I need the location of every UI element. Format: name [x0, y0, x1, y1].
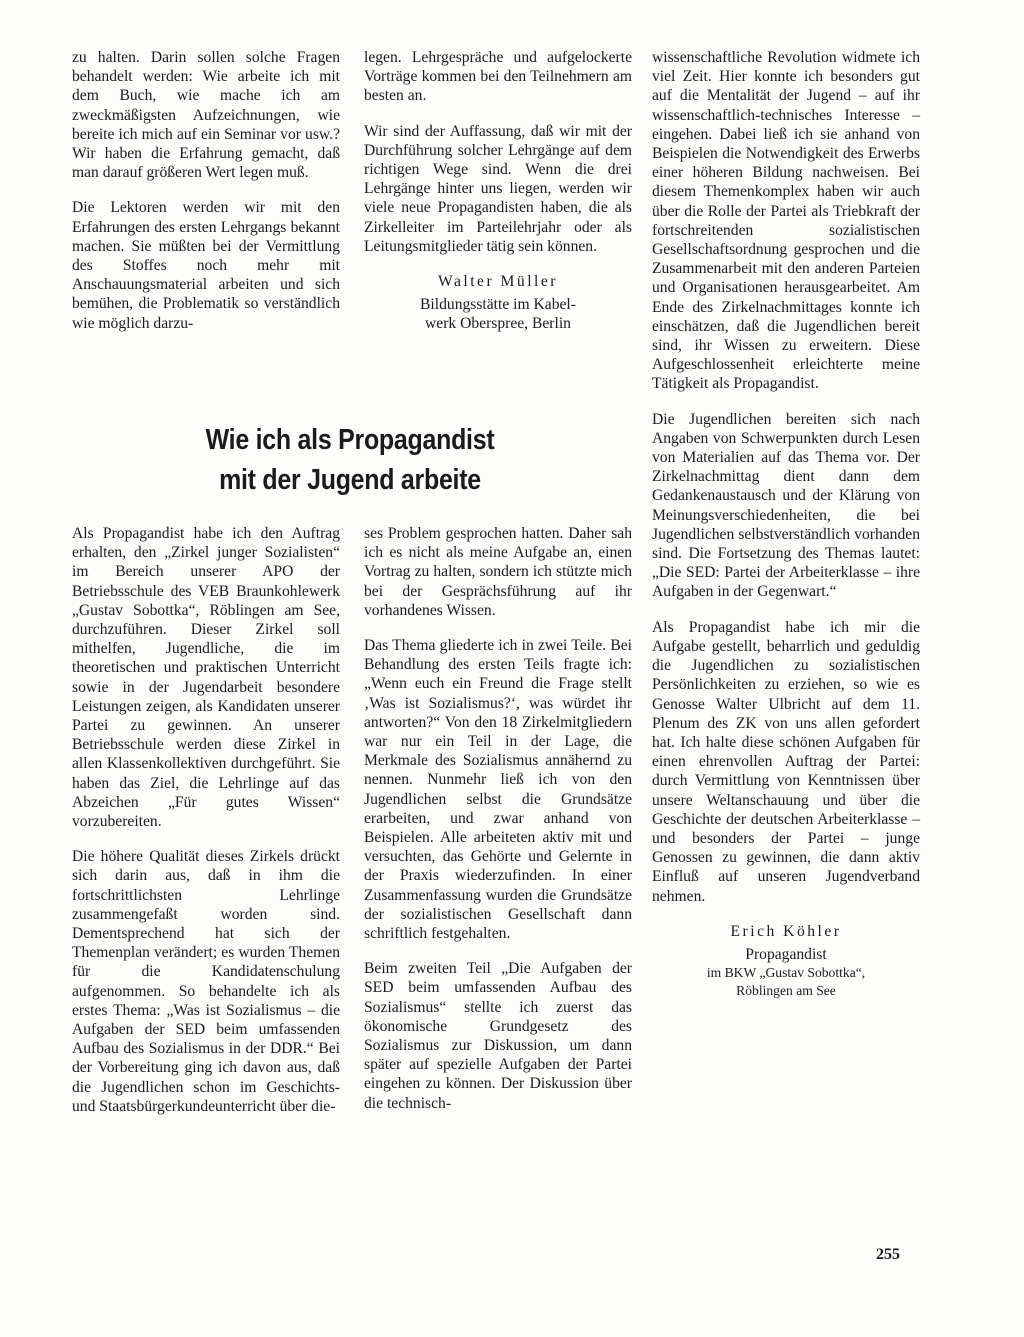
headline-line1: Wie ich als Propagandist [205, 424, 495, 456]
author-place-line1: im BKW „Gustav Sobottka“, [706, 965, 866, 981]
author-affiliation-line2: werk Oberspree, Berlin [425, 315, 571, 333]
paragraph: wissenschaftliche Revolution widmete ich viel Zeit. Hier konnte ich besonders gut auf die Mentalität der Jugend – auf ihr wissenschaftlich-technisches Interesse – eingehen. Dabei ließ ich sie anhand von Beispielen die Notwendigkeit des Erwerbs einer höheren Bildung nachweisen. Bei diesem Themenkomplex haben wir auch über die Rolle der Partei als Triebkraft der fortschreitenden sozialistischen Gesellschaftsordnung gesprochen und die Zusammenarbeit mit den anderen Parteien und Organisationen herausgearbeitet. Am Ende des Zirkelnachmittages konnte ich einschätzen, daß die Jugendlichen bereit sind, ihr Wissen zu erweitern. Diese Aufgeschlossenheit erleichterte meine Tätigkeit als Propagandist. [652, 49, 920, 393]
paragraph: Als Propagandist habe ich den Auftrag erhalten, den „Zirkel junger Sozialisten“ im Bereich unserer APO der Betriebsschule des VEB Braunkohlewerk „Gustav Sobottka“, Röblingen am See, durchzuführen. Dieser Zirkel soll mithelfen, Jugendliche, die im theoretischen und praktischen Unterricht sowie in der Jugendarbeit besondere Leistungen zeigen, als Kandidaten unserer Partei zu gewinnen. An unserer Betriebsschule werden diese Zirkel in allen Klassenkollektiven durchgeführt. Sie haben das Ziel, die Lehrlinge auf das Abzeichen „Für gutes Wissen“ vorzubereiten. [72, 525, 340, 831]
headline-line2: mit der Jugend arbeite [219, 464, 481, 496]
paragraph: Die Jugendlichen bereiten sich nach Angaben von Schwerpunkten durch Lesen von Materialien auf das Thema vor. Der Zirkelnachmittag dient dann dem Gedankenaustausch und der Klärung von Meinungsverschiedenheiten, die bei Jugendlichen selbstverständlich vorhanden sind. Die Fortsetzung des Themas lautet: „Die SED: Partei der Arbeiterklasse – ihre Aufgaben in der Gegenwart.“ [652, 410, 920, 601]
author-name: Erich Köhler [730, 922, 842, 940]
page-number: 255 [876, 1246, 900, 1263]
signature-walter-mueller [364, 272, 632, 334]
article-column-middle [364, 524, 632, 1113]
paragraph: Wir sind der Auffassung, daß wir mit der Durchführung solcher Lehrgänge auf dem richtigen Wege sind. Wenn die drei Lehrgänge hinter uns liegen, werden wir viele neue Propagandisten haben, die als Zirkelleiter im Parteilehrjahr oder als Leitungsmitglieder tätig sein können. [364, 122, 632, 255]
paragraph: Beim zweiten Teil „Die Aufgaben der SED beim umfassenden Aufbau des Sozialismus“ stellte ich zuerst das ökonomische Grundgesetz des Sozialismus zur Diskussion, um dann später auf spezielle Aufgaben der Partei eingehen zu können. Der Diskussion über die technisch- [364, 960, 632, 1112]
paragraph: ses Problem gesprochen hatten. Daher sah ich es nicht als meine Aufgabe an, einen Vortrag zu halten, sondern ich stützte mich bei der Gesprächsführung auf ihr vorhandenes Wissen. [364, 525, 632, 619]
paragraph: Das Thema gliederte ich in zwei Teile. Bei Behandlung des ersten Teils fragte ich: „Wenn euch ein Freund die Frage stellt ‚Was ist Sozialismus?‘, was würdet ihr antworten?“ Von den 18 Zirkelmitgliedern war nur ein Teil in der Lage, die Merkmale des Sozialismus annähernd zu nennen. Nunmehr ließ ich von den Jugendlichen selbst die Grundsätze erarbeiten, und zwar anhand von Beispielen. Alle arbeiteten aktiv mit und versuchten, das Gehörte und Gelernte in der Praxis wiederzufinden. In einer Zusammenfassung wurden die Grundsätze der sozialistischen Gesellschaft dann schriftlich festgehalten. [364, 637, 632, 943]
author-affiliation-line1: Bildungsstätte im Kabel- [420, 296, 576, 314]
top-column-middle [364, 48, 632, 334]
article-column-right [652, 48, 920, 1000]
paragraph: Die Lektoren werden wir mit den Erfahrungen des ersten Lehrgangs bekannt machen. Sie müßten bei der Vermittlung des Stoffes noch mehr mit Anschauungsmaterial arbeiten und sich bemühen, die Problematik so verständlich wie möglich darzu- [72, 199, 340, 332]
article-column-left [72, 524, 340, 1116]
author-name: Walter Müller [437, 273, 558, 291]
paragraph: Die höhere Qualität dieses Zirkels drückt sich darin aus, daß in ihm die fortschrittlichsten Lehrlinge zusammengefaßt worden sind. Dementsprechend hat sich der Themenplan verändert; es wurden Themen für die Kandidatenschulung aufgenommen. So behandelte ich als erstes Thema: „Was ist Sozialismus – die Aufgaben der SED beim umfassenden Aufbau des Sozialismus in der DDR.“ Bei der Vorbereitung ging ich davon aus, daß die Jugendlichen schon im Geschichts- und Staatsbürgerkundeunterricht über die- [72, 848, 340, 1115]
signature-erich-koehler [652, 922, 920, 1000]
paragraph: zu halten. Darin sollen solche Fragen behandelt werden: Wie arbeite ich mit dem Buch, wie mache ich am zweckmäßigsten Aufzeichnungen, wie bereite ich mich auf ein Seminar vor usw.? Wir haben die Erfahrung gemacht, daß man darauf größeren Wert legen muß. [72, 49, 340, 182]
author-place-line2: Röblingen am See [736, 983, 836, 999]
paragraph: legen. Lehrgespräche und aufgelockerte Vorträge kommen bei den Teilnehmern am besten an. [364, 49, 632, 105]
author-role: Propagandist [745, 945, 827, 963]
paragraph: Als Propagandist habe ich mir die Aufgabe gestellt, beharrlich und geduldig die Jugendlichen zu sozialistischen Persönlichkeiten zu erziehen, so wie es Genosse Walter Ulbricht auf dem 11. Plenum des ZK von uns allen gefordert hat. Ich halte diese schönen Aufgaben für einen ehrenvollen Auftrag der Partei: durch Vermittlung von Kenntnissen über unsere Weltanschauung und über die Geschichte der deutschen Arbeiterklasse – und besonders der Partei – junge Genossen zu gewinnen, die dann aktiv Einfluß auf unseren Jugendverband nehmen. [652, 618, 920, 905]
top-column-left [72, 48, 340, 333]
article-headline [144, 420, 557, 500]
